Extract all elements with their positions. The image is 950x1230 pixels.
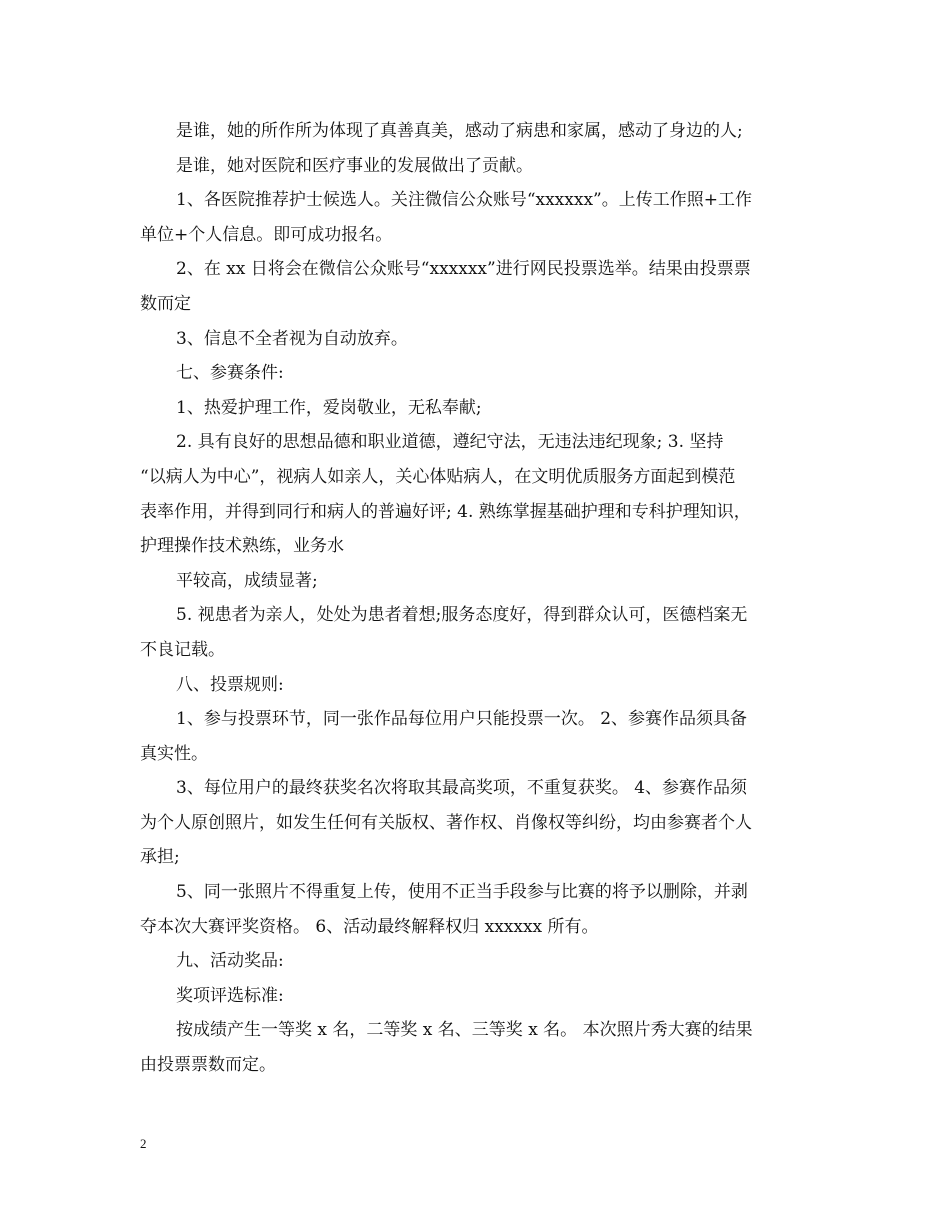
text-line: 是谁，她的所作所为体现了真善真美，感动了病患和家属，感动了身边的人; xyxy=(176,121,743,141)
text-line: 5. 视患者为亲人，处处为患者着想;服务态度好，得到群众认可，医德档案无 xyxy=(176,605,748,626)
text-line: 3、每位用户的最终获奖名次将取其最高奖项，不重复获奖。 4、参赛作品须 xyxy=(176,778,748,799)
section-heading: 九、活动奖品: xyxy=(176,951,284,972)
text-line: 护理操作技术熟练，业务水 xyxy=(140,536,344,557)
text-line: 为个人原创照片，如发生任何有关版权、著作权、肖像权等纠纷，均由参赛者个人 xyxy=(140,812,752,833)
text-line: 不良记载。 xyxy=(140,639,225,660)
section-heading: 八、投票规则: xyxy=(176,674,284,695)
text-line: 1、各医院推荐护士候选人。关注微信公众账号“xxxxxx”。上传工作照+工作 xyxy=(176,190,752,211)
text-line: 由投票票数而定。 xyxy=(140,1055,276,1076)
text-line: 2. 具有良好的思想品德和职业道德，遵纪守法，无违法违纪现象; 3. 坚持 xyxy=(176,432,724,453)
text-line: 奖项评选标准: xyxy=(176,985,284,1006)
text-line: 承担; xyxy=(140,847,180,868)
text-line: 是谁，她对医院和医疗事业的发展做出了贡献。 xyxy=(176,155,533,176)
text-line: 单位+个人信息。即可成功报名。 xyxy=(140,224,393,245)
text-line: 1、参与投票环节，同一张作品每位用户只能投票一次。 2、参赛作品须具备 xyxy=(176,709,748,730)
text-line: 平较高，成绩显著; xyxy=(176,570,318,591)
page-number: 2 xyxy=(140,1136,147,1151)
text-line: 数而定 xyxy=(140,293,191,314)
section-heading: 七、参赛条件: xyxy=(176,363,284,384)
text-line: 夺本次大赛评奖资格。 6、活动最终解释权归 xxxxxx 所有。 xyxy=(140,916,599,937)
text-line: 按成绩产生一等奖 x 名，二等奖 x 名、三等奖 x 名。 本次照片秀大赛的结果 xyxy=(176,1020,753,1041)
text-line: 真实性。 xyxy=(140,743,208,764)
text-line: 2、在 xx 日将会在微信公众账号“xxxxxx”进行网民投票选举。结果由投票票 xyxy=(176,259,751,280)
text-line: 5、同一张照片不得重复上传，使用不正当手段参与比赛的将予以删除，并剥 xyxy=(176,882,748,903)
document-body xyxy=(140,114,820,1083)
text-line: 表率作用，并得到同行和病人的普遍好评; 4. 熟练掌握基础护理和专科护理知识， xyxy=(140,501,751,522)
text-line: 3、信息不全者视为自动放弃。 xyxy=(176,328,408,349)
text-line: “以病人为中心”，视病人如亲人，关心体贴病人，在文明优质服务方面起到模范 xyxy=(140,466,736,487)
text-line: 1、热爱护理工作，爱岗敬业，无私奉献; xyxy=(176,397,482,418)
